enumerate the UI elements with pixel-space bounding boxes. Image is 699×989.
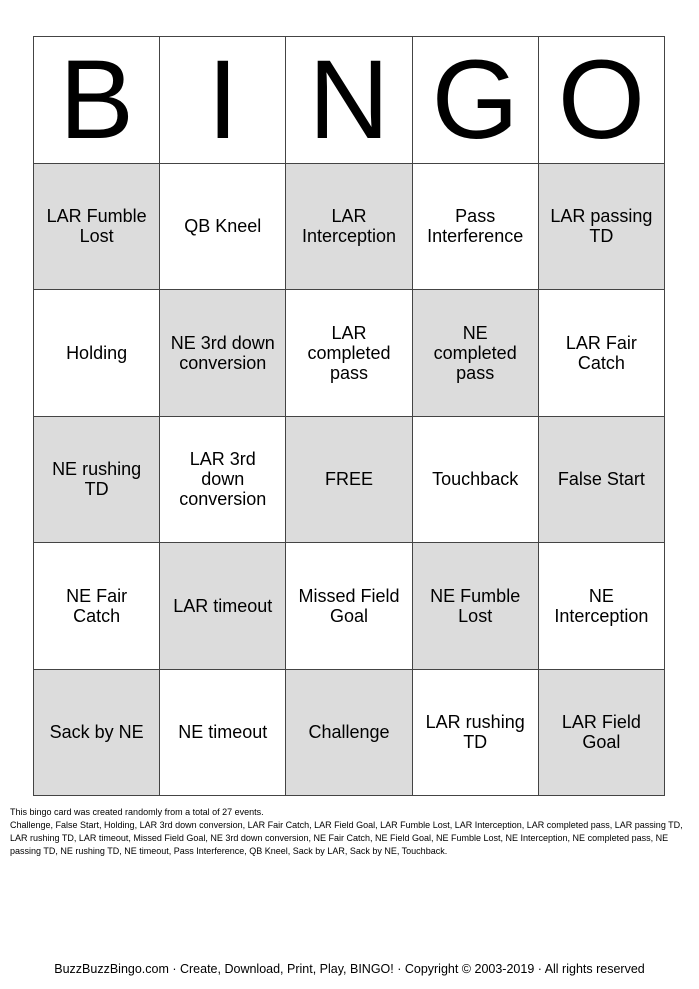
- card-info: [10, 806, 690, 858]
- bingo-cell: [286, 670, 412, 797]
- cell-text: NE Interception: [554, 585, 649, 626]
- cell-text: Holding: [66, 342, 128, 363]
- cell-text: Pass Interference: [427, 206, 524, 247]
- cell-text: QB Kneel: [184, 216, 262, 237]
- footer-copyright: BuzzBuzzBingo.com · Create, Download, Print, Play, BINGO! · Copyright © 2003-2019 · All rights reserved: [54, 962, 645, 976]
- bingo-cell: [413, 670, 539, 797]
- bingo-cell: [286, 164, 412, 291]
- bingo-cell: [413, 164, 539, 291]
- bingo-cell: [160, 290, 286, 417]
- header-letter-i: I: [160, 37, 286, 164]
- cell-text: NE Fumble Lost: [430, 585, 521, 626]
- bingo-cell: [34, 417, 160, 544]
- cell-text: FREE: [324, 469, 373, 490]
- bingo-cell: [34, 290, 160, 417]
- cell-text: LAR Interception: [301, 206, 397, 247]
- bingo-cell: [413, 417, 539, 544]
- card-info-events: Challenge, False Start, Holding, LAR 3rd down conversion, LAR Fair Catch, LAR Field Goal, LAR Fumble Lost, LAR Interception, LAR completed pass, LAR passing TD, LAR rushing TD, LAR timeout, Missed Field Goal, NE 3rd down conversion, NE Fair Catch, NE Field Goal, NE Fumble Lost, NE Interception, NE completed pass, NE passing TD, NE rushing TD, NE timeout, Pass Interference, QB Kneel, Sack by LAR, Sack by NE, Touchback.: [10, 820, 683, 856]
- cell-text: Sack by NE: [49, 722, 144, 743]
- cell-text: LAR Fair Catch: [565, 332, 637, 373]
- header-letter-n: N: [286, 37, 412, 164]
- header-letter-g: G: [413, 37, 539, 164]
- cell-text: NE timeout: [178, 722, 268, 743]
- cell-text: LAR Fumble Lost: [46, 206, 147, 247]
- card-info-intro: This bingo card was created randomly from a total of 27 events.: [10, 807, 264, 817]
- free-space-cell: [286, 417, 412, 544]
- cell-text: Touchback: [432, 469, 519, 490]
- bingo-cell: [539, 417, 665, 544]
- bingo-cell: [539, 543, 665, 670]
- bingo-cell: [160, 543, 286, 670]
- cell-text: NE 3rd down conversion: [170, 332, 275, 373]
- cell-text: NE rushing TD: [52, 459, 142, 500]
- cell-text: LAR passing TD: [550, 206, 653, 247]
- cell-text: LAR 3rd down conversion: [179, 449, 267, 510]
- cell-text: Challenge: [308, 722, 390, 743]
- header-letter-b: B: [34, 37, 160, 164]
- cell-text: Missed Field Goal: [298, 585, 400, 626]
- cell-text: LAR timeout: [173, 595, 273, 616]
- bingo-cell: [539, 290, 665, 417]
- bingo-cell: [286, 290, 412, 417]
- bingo-cell: [539, 670, 665, 797]
- cell-text: LAR Field Goal: [561, 712, 641, 753]
- bingo-cell: [34, 543, 160, 670]
- bingo-card: [33, 36, 665, 796]
- cell-text: LAR completed pass: [307, 322, 391, 383]
- cell-text: NE Fair Catch: [66, 585, 128, 626]
- bingo-cell: [413, 290, 539, 417]
- header-letter-o: O: [539, 37, 665, 164]
- bingo-cell: [160, 164, 286, 291]
- cell-text: LAR rushing TD: [425, 712, 525, 753]
- bingo-cell: [34, 670, 160, 797]
- bingo-cell: [34, 164, 160, 291]
- bingo-cell: [160, 670, 286, 797]
- cell-text: False Start: [557, 469, 645, 490]
- bingo-cell: [413, 543, 539, 670]
- bingo-cell: [160, 417, 286, 544]
- bingo-cell: [286, 543, 412, 670]
- cell-text: NE completed pass: [433, 322, 517, 383]
- bingo-cell: [539, 164, 665, 291]
